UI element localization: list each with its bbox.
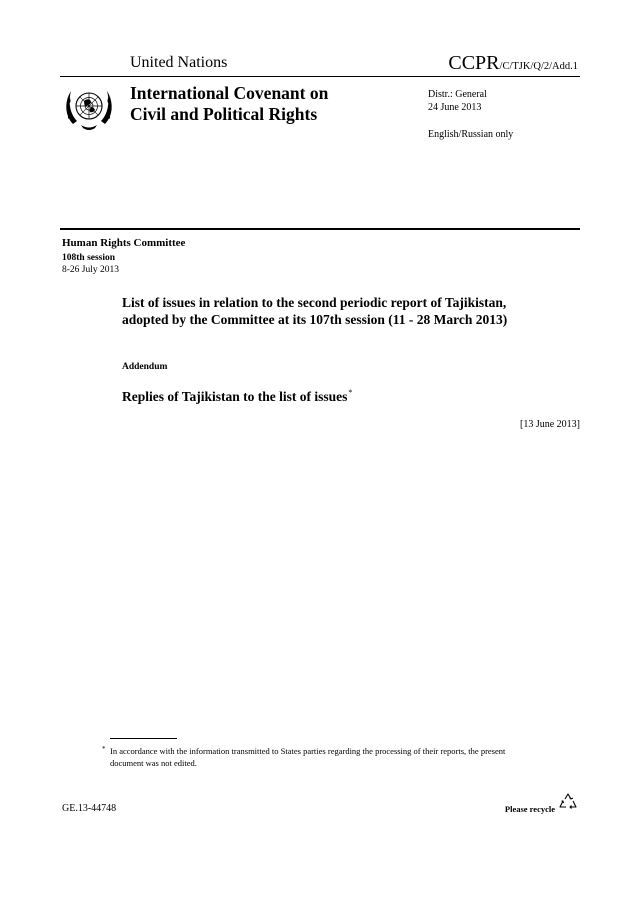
masthead-divider bbox=[60, 228, 580, 230]
committee-name: Human Rights Committee bbox=[62, 237, 186, 249]
footnote-divider bbox=[110, 738, 177, 739]
language-note: English/Russian only bbox=[428, 129, 514, 140]
document-symbol-rest: /C/TJK/Q/2/Add.1 bbox=[499, 61, 578, 72]
distribution-info bbox=[428, 88, 487, 114]
issues-title: List of issues in relation to the second periodic report of Tajikistan, adopted by the Committee at its 107th session (11 - 28 March 2013) bbox=[122, 295, 508, 327]
addendum-label: Addendum bbox=[122, 362, 168, 372]
organization-name: United Nations bbox=[130, 54, 228, 71]
header-divider bbox=[60, 76, 580, 77]
recycle-label: Please recycle bbox=[504, 804, 555, 814]
footnote-reference[interactable]: * bbox=[348, 388, 353, 397]
document-symbol bbox=[448, 52, 578, 75]
footnote-mark: * bbox=[102, 745, 106, 753]
covenant-title-line: International Covenant on bbox=[130, 83, 329, 103]
distribution-date: 24 June 2013 bbox=[428, 102, 482, 113]
document-symbol-main: CCPR bbox=[448, 52, 500, 74]
session-dates: 8-26 July 2013 bbox=[62, 265, 119, 275]
un-emblem-icon bbox=[60, 80, 118, 136]
footnote-text: In accordance with the information transmitted to States parties regarding the processing of their reports, the present document was not edited. bbox=[110, 746, 506, 768]
covenant-title-line: Civil and Political Rights bbox=[130, 104, 318, 124]
replies-title bbox=[122, 388, 352, 405]
reply-date: [13 June 2013] bbox=[520, 419, 580, 430]
job-number: GE.13-44748 bbox=[62, 803, 117, 814]
recycle-icon bbox=[557, 792, 579, 812]
distribution-line: Distr.: General bbox=[428, 89, 487, 100]
session-number: 108th session bbox=[62, 253, 116, 263]
covenant-title bbox=[130, 83, 328, 125]
footnote bbox=[102, 745, 530, 769]
replies-title-text: Replies of Tajikistan to the list of issues bbox=[122, 389, 348, 404]
